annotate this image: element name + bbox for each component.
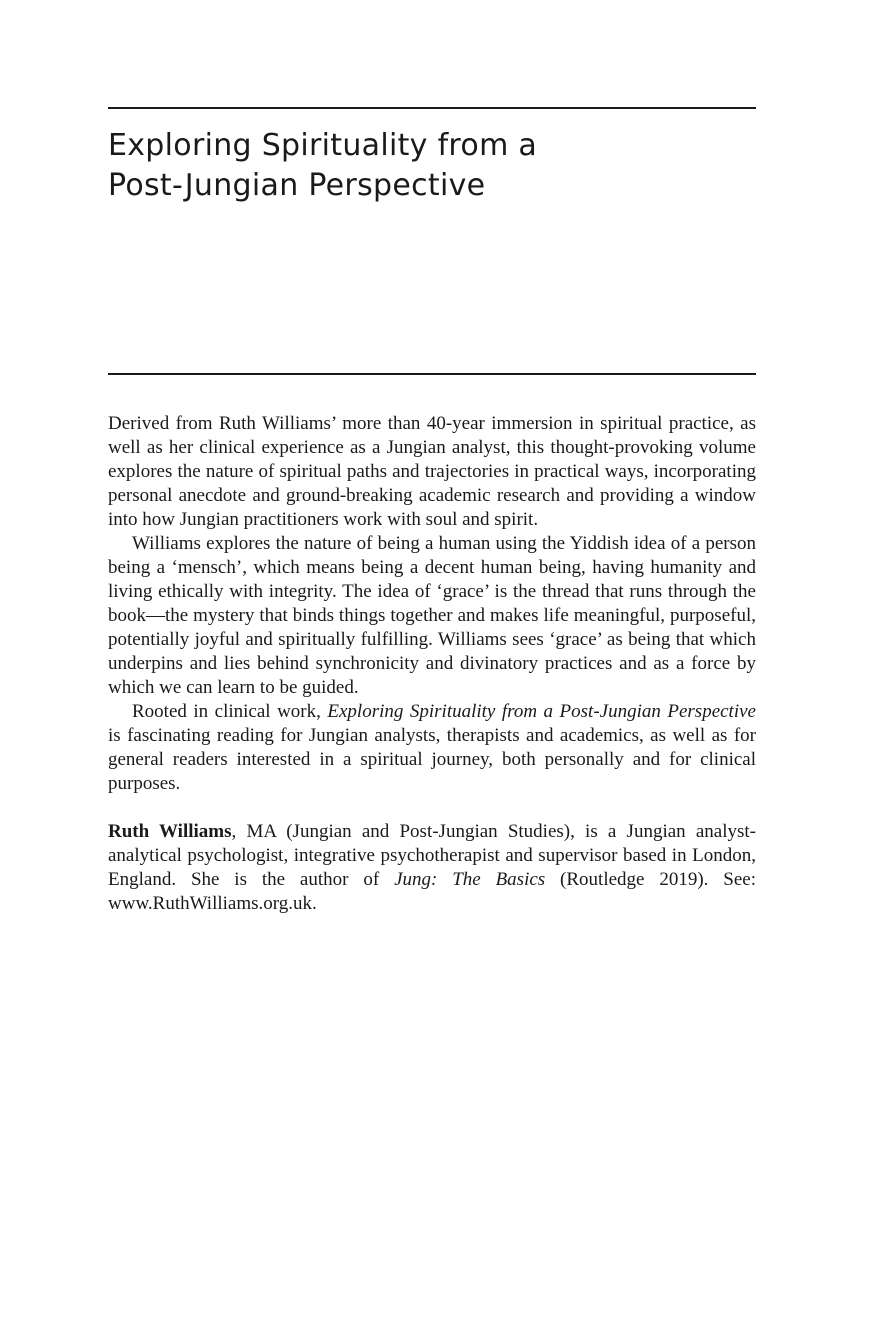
- book-description: [108, 412, 756, 916]
- book-title-line-2: Post-Jungian Perspective: [108, 168, 486, 203]
- para3-rest: is fascinating reading for Jungian analysts, therapists and academics, as well as for general readers interested in a spiritual journey, both personally and for clinical purposes.: [108, 725, 756, 794]
- description-paragraph-2: Williams explores the nature of being a human using the Yiddish idea of a person being a ‘mensch’, which means being a decent human being, having humanity and living ethically with integrity. The idea of ‘grace’ is the thread that runs through the book—the mystery that binds things together and makes life meaningful, purposeful, potentially joyful and spiritually fulfilling. Williams sees ‘grace’ as being that which underpins and lies behind synchronicity and divinatory practices and as a force by which we can learn to be guided.: [108, 533, 756, 698]
- author-bio-part-1: , MA (Jungian and Post-Jungian Studies), is a Jungian analyst-analytical psychologist, integrative psychotherapist and supervisor based in London, England. She is the author of: [108, 821, 756, 890]
- para3-book-title: Exploring Spirituality from a Post-Jungian Perspective: [327, 701, 756, 722]
- top-rule: [108, 107, 756, 109]
- description-paragraph-1: Derived from Ruth Williams’ more than 40-year immersion in spiritual practice, as well as her clinical experience as a Jungian analyst, this thought-provoking volume explores the nature of spiritual paths and trajectories in practical ways, incorporating personal anecdote and ground-breaking academic research and providing a window into how Jungian practitioners work with soul and spirit.: [108, 413, 756, 530]
- author-bio: [108, 820, 756, 916]
- para3-lead: Rooted in clinical work,: [132, 701, 321, 722]
- author-bio-part-2: (Routledge 2019). See: www.RuthWilliams.org.uk.: [108, 869, 757, 914]
- description-paragraph-3: [108, 700, 756, 796]
- author-name: Ruth Williams: [108, 821, 232, 842]
- book-title: [108, 126, 756, 206]
- book-title-line-1: Exploring Spirituality from a: [108, 128, 538, 163]
- middle-rule: [108, 373, 756, 375]
- author-book-title: Jung: The Basics: [394, 869, 546, 890]
